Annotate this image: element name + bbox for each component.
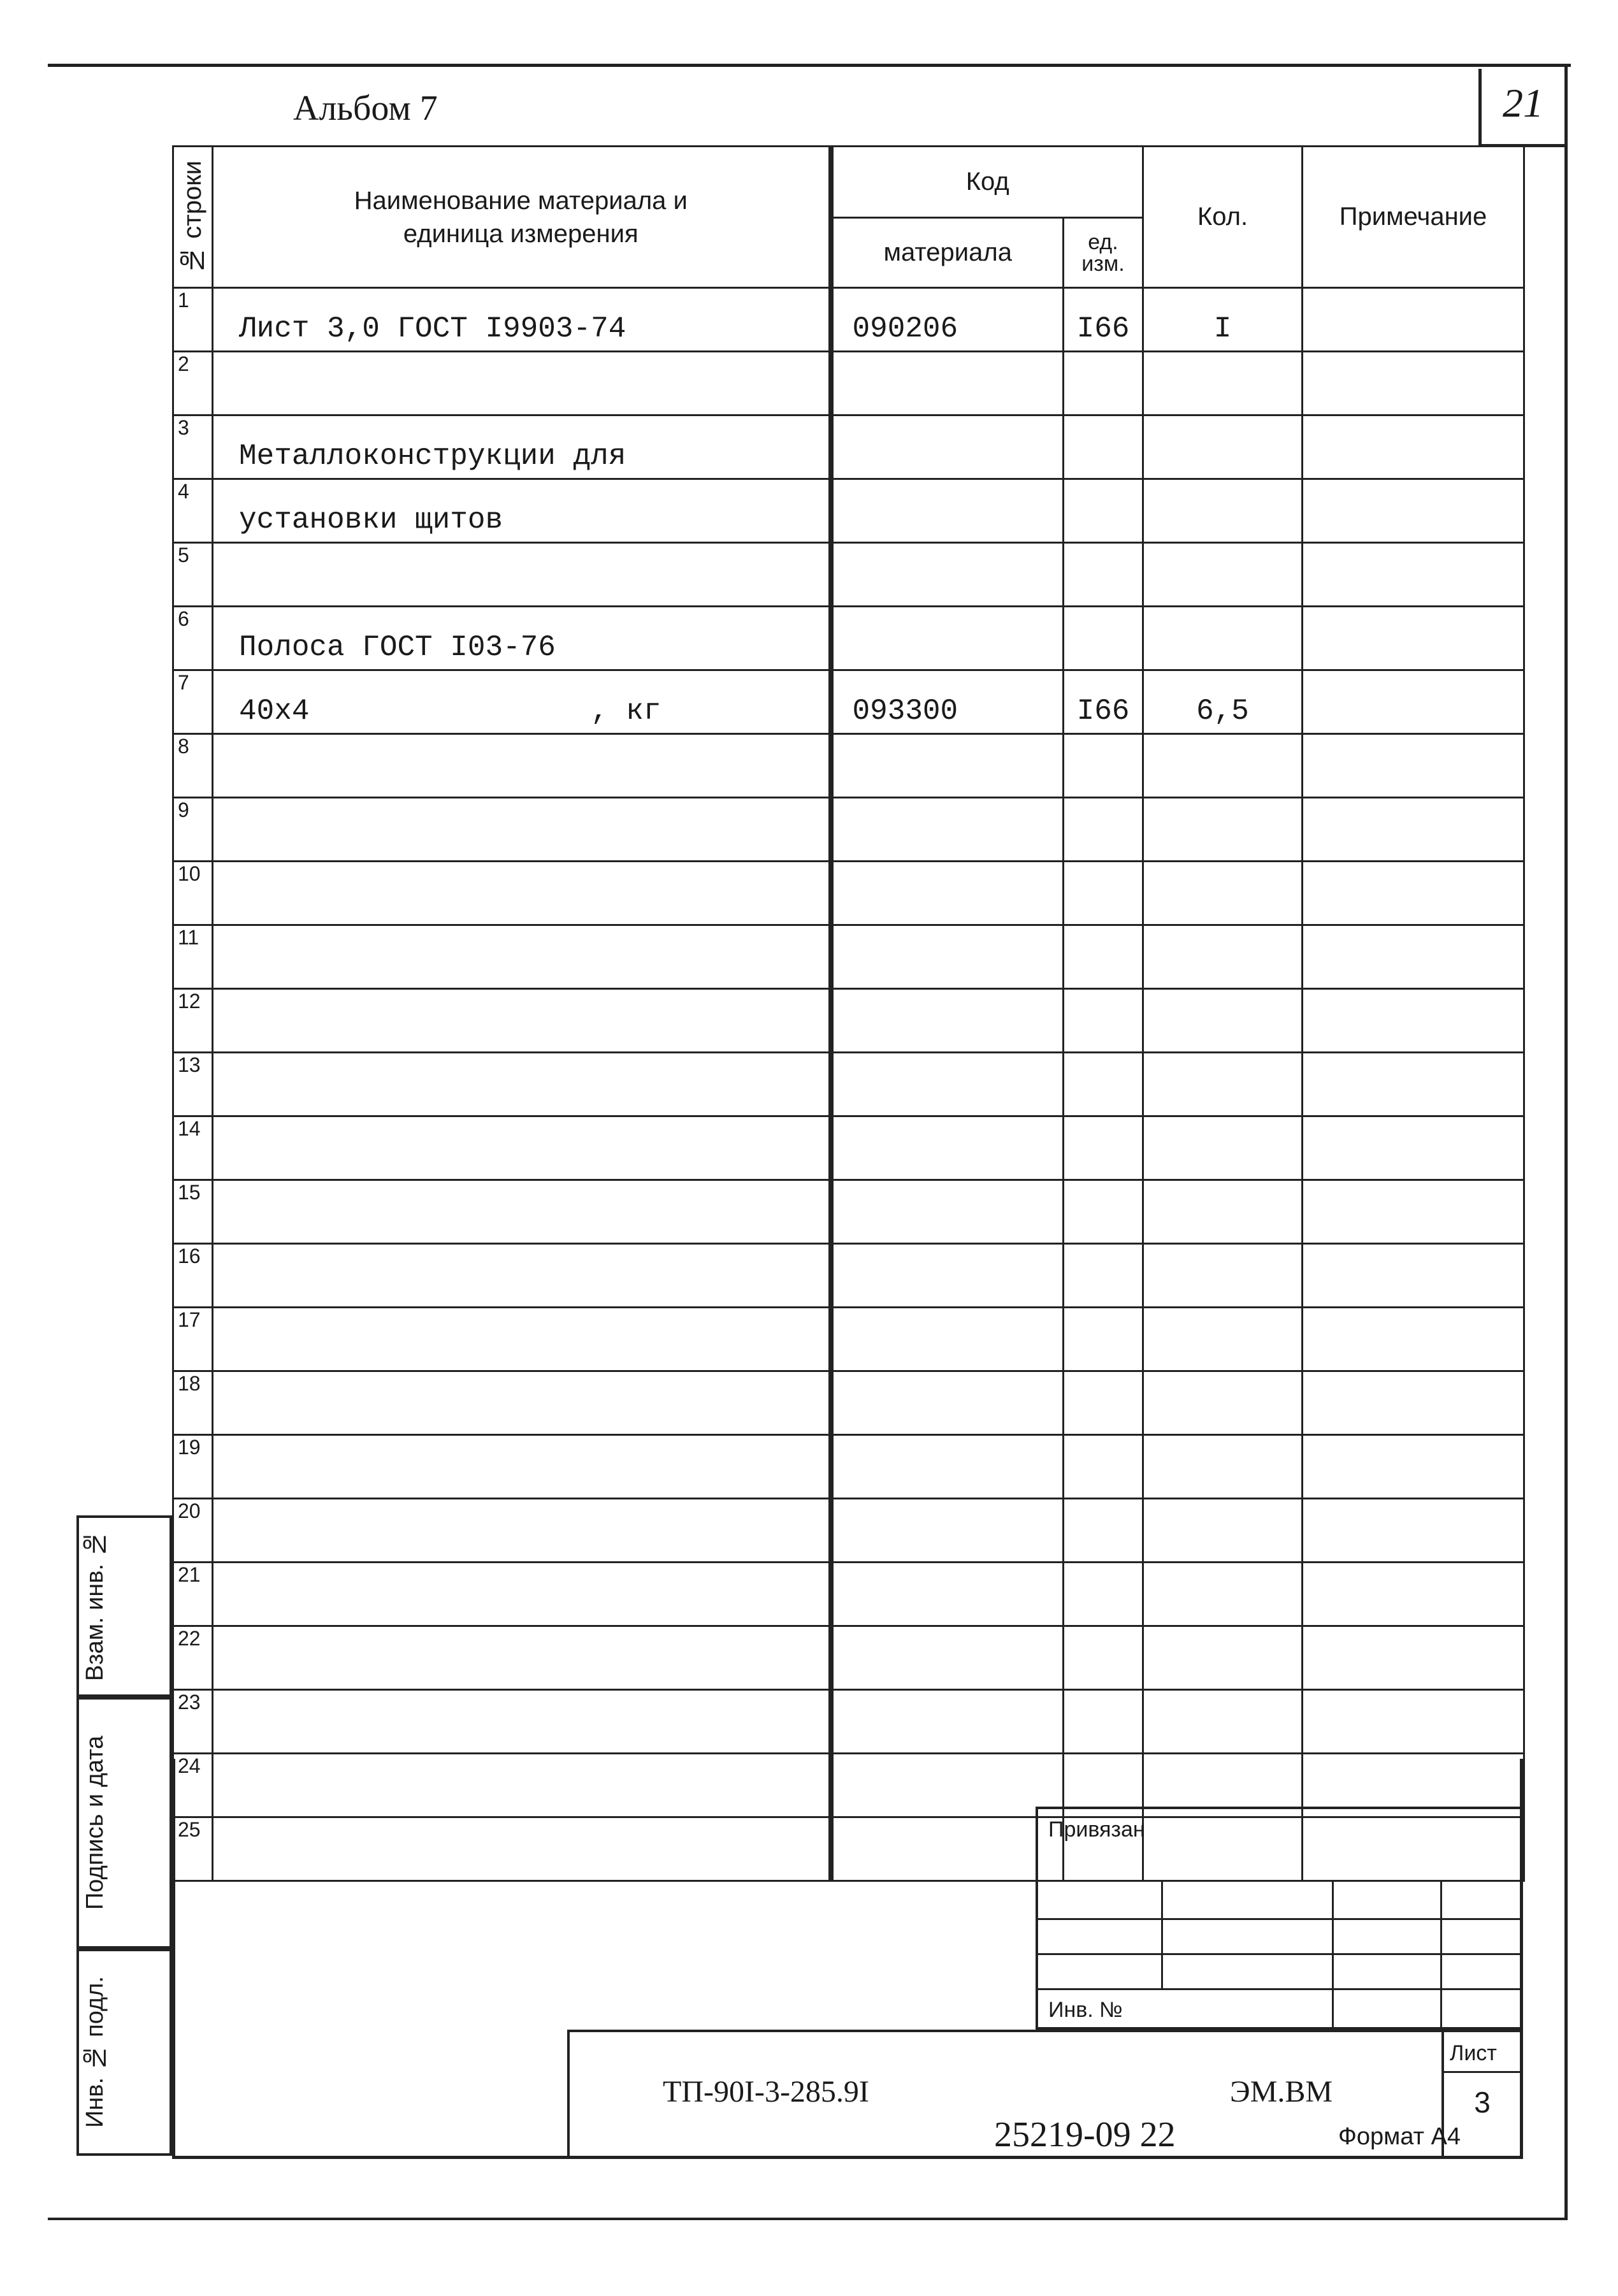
table-row [173, 1116, 1524, 1180]
row-name: 40х4 , кг [213, 670, 831, 734]
row-note [1303, 1499, 1524, 1563]
header-name: Наименование материала и единица измерения [213, 147, 831, 288]
row-number: 3 [173, 415, 213, 479]
row-number: 23 [173, 1690, 213, 1754]
row-unit [1064, 1053, 1143, 1116]
row-name [213, 1371, 831, 1435]
row-qty [1143, 1435, 1303, 1499]
row-name [213, 352, 831, 415]
header-code-unit: ед. изм. [1064, 218, 1143, 288]
row-note [1303, 479, 1524, 543]
row-note [1303, 607, 1524, 670]
row-number: 13 [173, 1053, 213, 1116]
row-unit [1064, 862, 1143, 925]
row-unit [1064, 798, 1143, 862]
row-unit [1064, 1435, 1143, 1499]
row-name [213, 1435, 831, 1499]
row-unit [1064, 989, 1143, 1053]
row-code [831, 798, 1064, 862]
row-note [1303, 1244, 1524, 1308]
row-number: 25 [173, 1817, 213, 1881]
top-border-line [48, 64, 1571, 67]
row-code [831, 1180, 1064, 1244]
privyazan-line-1 [1036, 1880, 1523, 1882]
row-code [831, 1053, 1064, 1116]
row-unit [1064, 352, 1143, 415]
row-qty [1143, 1371, 1303, 1435]
row-note [1303, 862, 1524, 925]
row-qty [1143, 925, 1303, 989]
sidebar-label-podpis: Подпись и дата [82, 1735, 108, 1910]
row-unit: I66 [1064, 288, 1143, 352]
row-note [1303, 670, 1524, 734]
row-name [213, 1053, 831, 1116]
row-code [831, 1116, 1064, 1180]
row-qty [1143, 352, 1303, 415]
row-note [1303, 415, 1524, 479]
row-name [213, 1116, 831, 1180]
row-number: 18 [173, 1371, 213, 1435]
row-number: 12 [173, 989, 213, 1053]
header-code-material: материала [831, 218, 1064, 288]
privyazan-vline-1 [1161, 1880, 1163, 1988]
row-note [1303, 1690, 1524, 1754]
privyazan-line-2 [1036, 1918, 1523, 1920]
sheet-number: 21 [1503, 80, 1543, 126]
row-name: установки щитов [213, 479, 831, 543]
header-qty: Кол. [1143, 147, 1303, 288]
row-note [1303, 1053, 1524, 1116]
table-row [173, 479, 1524, 543]
row-name [213, 1690, 831, 1754]
row-code [831, 1308, 1064, 1371]
row-name [213, 1499, 831, 1563]
table-body [173, 288, 1524, 1881]
row-qty [1143, 862, 1303, 925]
row-qty [1143, 1308, 1303, 1371]
row-note [1303, 543, 1524, 607]
row-name: Металлоконструкции для [213, 415, 831, 479]
row-qty [1143, 734, 1303, 798]
row-number: 11 [173, 925, 213, 989]
row-note [1303, 1116, 1524, 1180]
header-rownum: № строки [173, 147, 213, 288]
row-qty [1143, 415, 1303, 479]
row-unit [1064, 1180, 1143, 1244]
doc-mark: ЭМ.ВМ [1230, 2075, 1333, 2109]
row-qty [1143, 1690, 1303, 1754]
table-row [173, 798, 1524, 862]
row-number: 21 [173, 1563, 213, 1626]
row-unit: I66 [1064, 670, 1143, 734]
table-row [173, 1308, 1524, 1371]
row-qty [1143, 1563, 1303, 1626]
privyazan-line-3 [1036, 1953, 1523, 1955]
row-name: Лист 3,0 ГОСТ I9903-74 [213, 288, 831, 352]
row-number: 24 [173, 1754, 213, 1817]
row-qty [1143, 1053, 1303, 1116]
privyazan-vline-2 [1332, 1880, 1334, 2030]
row-note [1303, 798, 1524, 862]
row-code [831, 925, 1064, 989]
row-code [831, 352, 1064, 415]
row-code [831, 1244, 1064, 1308]
inv-no-label: Инв. № [1048, 1998, 1123, 2022]
table-row [173, 734, 1524, 798]
row-qty [1143, 479, 1303, 543]
table-row [173, 1563, 1524, 1626]
row-number: 10 [173, 862, 213, 925]
sheet-value: 3 [1474, 2086, 1491, 2119]
row-unit [1064, 1116, 1143, 1180]
table-row [173, 1626, 1524, 1690]
row-number: 4 [173, 479, 213, 543]
row-number: 17 [173, 1308, 213, 1371]
table-row [173, 1244, 1524, 1308]
row-qty [1143, 1626, 1303, 1690]
table-row [173, 352, 1524, 415]
bottom-border-line [48, 2218, 1568, 2220]
doc-code: ТП-90I-3-285.9I [663, 2075, 869, 2109]
row-number: 5 [173, 543, 213, 607]
row-number: 1 [173, 288, 213, 352]
row-note [1303, 288, 1524, 352]
row-qty: 6,5 [1143, 670, 1303, 734]
row-number: 6 [173, 607, 213, 670]
row-number: 8 [173, 734, 213, 798]
row-name [213, 543, 831, 607]
table-row [173, 925, 1524, 989]
row-name [213, 1308, 831, 1371]
row-qty [1143, 1244, 1303, 1308]
row-name [213, 734, 831, 798]
row-number: 16 [173, 1244, 213, 1308]
row-note [1303, 1626, 1524, 1690]
row-code [831, 543, 1064, 607]
row-qty [1143, 798, 1303, 862]
sidebar-label-inv-podl: Инв. № подл. [82, 1976, 108, 2128]
table-row [173, 1499, 1524, 1563]
row-code [831, 989, 1064, 1053]
table-row [173, 1435, 1524, 1499]
row-code [831, 1563, 1064, 1626]
right-border-line [1564, 64, 1568, 2218]
row-unit [1064, 1499, 1143, 1563]
table-row [173, 1053, 1524, 1116]
row-number: 9 [173, 798, 213, 862]
row-code [831, 734, 1064, 798]
row-code [831, 1499, 1064, 1563]
row-number: 20 [173, 1499, 213, 1563]
privyazan-vline-3 [1440, 1880, 1442, 2030]
row-qty [1143, 1116, 1303, 1180]
row-code [831, 1435, 1064, 1499]
sheet-label: Лист [1450, 2041, 1497, 2065]
row-note [1303, 1371, 1524, 1435]
row-code [831, 1371, 1064, 1435]
footer-number: 25219-09 22 [994, 2115, 1176, 2155]
row-note [1303, 734, 1524, 798]
row-name [213, 925, 831, 989]
row-name [213, 1563, 831, 1626]
row-number: 19 [173, 1435, 213, 1499]
row-name: Полоса ГОСТ I03-76 [213, 607, 831, 670]
table-row [173, 543, 1524, 607]
row-unit [1064, 1308, 1143, 1371]
header-code: Код [831, 147, 1143, 218]
row-unit [1064, 1690, 1143, 1754]
row-note [1303, 1308, 1524, 1371]
row-code: 093300 [831, 670, 1064, 734]
row-code [831, 607, 1064, 670]
row-code [831, 479, 1064, 543]
row-qty [1143, 607, 1303, 670]
row-note [1303, 1435, 1524, 1499]
row-code [831, 862, 1064, 925]
row-number: 15 [173, 1180, 213, 1244]
row-name [213, 862, 831, 925]
sidebar-label-vzam: Взам. инв. № [82, 1530, 108, 1682]
sheet-cell-hline [1441, 2071, 1523, 2073]
table-row [173, 607, 1524, 670]
row-name [213, 989, 831, 1053]
row-unit [1064, 734, 1143, 798]
row-qty [1143, 543, 1303, 607]
row-name [213, 798, 831, 862]
row-note [1303, 352, 1524, 415]
row-unit [1064, 1371, 1143, 1435]
table-row [173, 288, 1524, 352]
materials-table [172, 145, 1525, 1882]
row-unit [1064, 479, 1143, 543]
row-unit [1064, 415, 1143, 479]
row-number: 14 [173, 1116, 213, 1180]
row-qty [1143, 1180, 1303, 1244]
row-qty: I [1143, 288, 1303, 352]
row-code [831, 1626, 1064, 1690]
row-qty [1143, 989, 1303, 1053]
row-note [1303, 989, 1524, 1053]
row-code: 090206 [831, 288, 1064, 352]
row-unit [1064, 1244, 1143, 1308]
header-note: Примечание [1303, 147, 1524, 288]
privyazan-label: Привязан [1048, 1817, 1145, 1842]
row-note [1303, 925, 1524, 989]
table-row [173, 1371, 1524, 1435]
row-unit [1064, 1563, 1143, 1626]
table-row [173, 670, 1524, 734]
row-name [213, 1180, 831, 1244]
row-name [213, 1244, 831, 1308]
row-unit [1064, 543, 1143, 607]
row-code [831, 1690, 1064, 1754]
table-row [173, 862, 1524, 925]
row-note [1303, 1180, 1524, 1244]
row-code [831, 415, 1064, 479]
row-note [1303, 1563, 1524, 1626]
row-unit [1064, 925, 1143, 989]
table-row [173, 989, 1524, 1053]
row-number: 7 [173, 670, 213, 734]
row-unit [1064, 1626, 1143, 1690]
table-row [173, 415, 1524, 479]
table-row [173, 1690, 1524, 1754]
row-number: 22 [173, 1626, 213, 1690]
row-unit [1064, 607, 1143, 670]
row-name [213, 1626, 831, 1690]
row-number: 2 [173, 352, 213, 415]
row-qty [1143, 1499, 1303, 1563]
album-title: Альбом 7 [293, 89, 438, 128]
privyazan-line-4 [1036, 1988, 1523, 1990]
footer-format: Формат А4 [1338, 2123, 1461, 2150]
table-row [173, 1180, 1524, 1244]
